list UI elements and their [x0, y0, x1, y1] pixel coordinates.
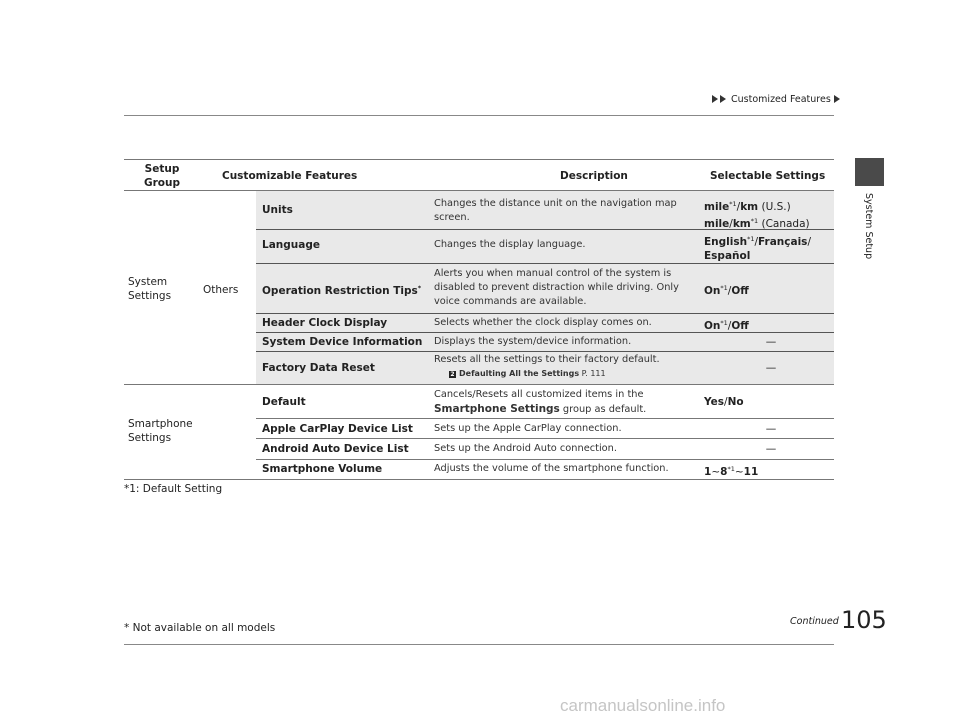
- desc-header-clock-display: Selects whether the clock display comes on.: [434, 317, 652, 328]
- arrow-icon: [712, 95, 718, 103]
- desc-apple-carplay-device-list: Sets up the Apple CarPlay connection.: [434, 423, 622, 434]
- sel-operation-restriction-tips: On$^{*1}$/Off: [704, 284, 749, 297]
- row-rule: [256, 351, 834, 352]
- sel-default: Yes/No: [704, 396, 744, 408]
- desc-language: Changes the display language.: [434, 239, 586, 250]
- group-system-settings: System Settings: [128, 276, 172, 302]
- feature-language: Language: [262, 239, 320, 251]
- feature-header-clock-display: Header Clock Display: [262, 317, 388, 329]
- col-header-description: Description: [560, 170, 628, 182]
- feature-units: Units: [262, 204, 293, 216]
- sel-android-auto-device-list: —: [765, 443, 777, 455]
- sel-smartphone-volume: 1~8$^{*1}$~11: [704, 465, 759, 478]
- section-tab-marker: [855, 158, 884, 186]
- feature-factory-data-reset: Factory Data Reset: [262, 362, 375, 374]
- desc-default: Cancels/Resets all customized items in the Smartphone Settings group as default.: [434, 389, 647, 415]
- table-top-rule: [124, 159, 834, 160]
- table-bottom-rule: [124, 479, 834, 480]
- arrow-icon: [720, 95, 726, 103]
- feature-default: Default: [262, 396, 306, 408]
- row-rule: [256, 438, 834, 439]
- sel-system-device-information: —: [765, 336, 777, 348]
- feature-system-device-information: System Device Information: [262, 336, 423, 348]
- desc-system-device-information: Displays the system/device information.: [434, 336, 632, 347]
- header-rule: [124, 115, 834, 116]
- sel-header-clock-display: On$^{*1}$/Off: [704, 319, 749, 332]
- page-number: 105: [841, 606, 887, 634]
- col-header-selectable: Selectable Settings: [710, 170, 826, 182]
- row-rule: [256, 313, 834, 314]
- sel-language: English$^{*1}$/Français/ Español: [704, 235, 811, 262]
- watermark: carmanualsonline.info: [560, 696, 726, 715]
- row-rule: [256, 459, 834, 460]
- desc-factory-data-reset: Resets all the settings to their factory default. 2 Defaulting All the Settings P. 111: [434, 354, 660, 378]
- breadcrumb-label: Customized Features: [731, 94, 831, 105]
- cross-reference-icon: 2: [450, 371, 455, 378]
- col-header-setup-group: Setup Group: [143, 163, 180, 189]
- sel-units: mile$^{*1}$/km (U.S.) mile/$km^{*1}$ (Canada): [704, 200, 810, 230]
- feature-operation-restriction-tips: Operation Restriction Tips*: [262, 284, 422, 297]
- section-tab-label: System Setup: [863, 193, 874, 260]
- cross-reference-link[interactable]: 2 Defaulting All the Settings P. 111: [450, 369, 606, 378]
- arrow-icon: [834, 95, 840, 103]
- breadcrumb[interactable]: [712, 94, 840, 105]
- feature-smartphone-volume: Smartphone Volume: [262, 463, 383, 475]
- group-smartphone-settings: Smartphone Settings: [128, 418, 193, 444]
- desc-units: Changes the distance unit on the navigation map screen.: [434, 198, 677, 223]
- desc-android-auto-device-list: Sets up the Android Auto connection.: [434, 443, 617, 454]
- desc-smartphone-volume: Adjusts the volume of the smartphone function.: [434, 463, 669, 474]
- footnote: *1: Default Setting: [124, 483, 223, 495]
- availability-note: * Not available on all models: [124, 622, 276, 634]
- sel-factory-data-reset: —: [765, 362, 777, 374]
- continued-label: Continued: [790, 616, 839, 627]
- feature-android-auto-device-list: Android Auto Device List: [262, 443, 409, 455]
- row-rule: [256, 418, 834, 419]
- col-header-features: Customizable Features: [222, 170, 358, 182]
- feature-apple-carplay-device-list: Apple CarPlay Device List: [262, 423, 413, 435]
- desc-operation-restriction-tips: Alerts you when manual control of the system is disabled to prevent distraction while driving. Only voice commands are available.: [434, 268, 679, 307]
- footer-rule: [124, 644, 834, 645]
- sel-apple-carplay-device-list: —: [765, 423, 777, 435]
- subgroup-others: Others: [203, 284, 239, 296]
- group-rule: [124, 384, 834, 385]
- row-rule: [256, 263, 834, 264]
